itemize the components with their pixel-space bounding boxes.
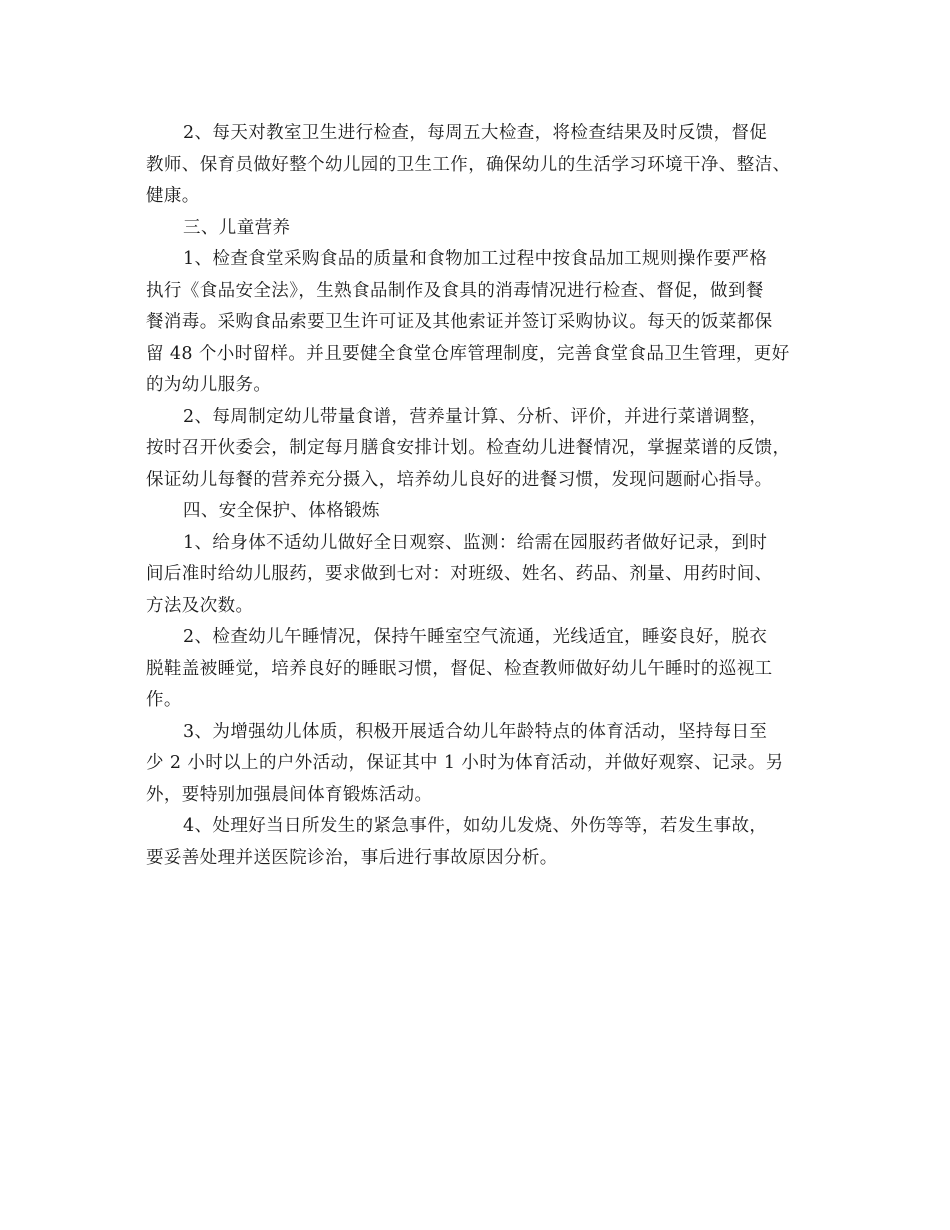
text-line: 外，要特别加强晨间体育锻炼活动。 — [146, 784, 433, 805]
text-line: 间后准时给幼儿服药，要求做到七对：对班级、姓名、药品、剂量、用药时间、 — [146, 564, 773, 584]
section-heading: 四、安全保护、体格锻炼 — [183, 501, 380, 521]
text-line: 健康。 — [146, 186, 200, 206]
paragraph-nap-check — [146, 622, 818, 717]
text-line: 2、检查幼儿午睡情况，保持午睡室空气流通，光线适宜，睡姿良好，脱衣 — [183, 627, 768, 647]
text-line: 2、每天对教室卫生进行检查，每周五大检查，将检查结果及时反馈，督促 — [183, 123, 768, 143]
text-line: 执行《食品安全法》，生熟食品制作及食具的消毒情况进行检查、督促，做到餐 — [146, 280, 764, 301]
text-line: 3、为增强幼儿体质，积极开展适合幼儿年龄特点的体育活动，坚持每日至 — [183, 721, 768, 742]
text-line: 2、每周制定幼儿带量食谱，营养量计算、分析、评价，并进行菜谱调整， — [183, 406, 768, 427]
document-body — [146, 118, 818, 874]
text-line: 保证幼儿每餐的营养充分摄入，培养幼儿良好的进餐习惯，发现问题耐心指导。 — [146, 469, 773, 490]
paragraph-medication — [146, 528, 818, 623]
paragraph-physical-activity — [146, 717, 818, 812]
section-heading-safety — [146, 496, 818, 528]
text-line: 留 48 个小时留样。并且要健全食堂仓库管理制度，完善食堂食品卫生管理，更好 — [146, 343, 790, 364]
text-line: 要妥善处理并送医院诊治，事后进行事故原因分析。 — [146, 847, 558, 868]
section-heading-nutrition — [146, 213, 818, 245]
paragraph-canteen-inspection — [146, 244, 818, 402]
text-line: 教师、保育员做好整个幼儿园的卫生工作，确保幼儿的生活学习环境干净、整洁、 — [146, 154, 791, 175]
text-line: 按时召开伙委会，制定每月膳食安排计划。检查幼儿进餐情况，掌握菜谱的反馈， — [146, 438, 791, 458]
paragraph-classroom-hygiene — [146, 118, 818, 213]
text-line: 的为幼儿服务。 — [146, 375, 272, 395]
paragraph-emergency — [146, 811, 818, 874]
text-line: 方法及次数。 — [146, 595, 254, 616]
text-line: 4、处理好当日所发生的紧急事件，如幼儿发烧、外伤等等，若发生事故， — [183, 816, 768, 836]
text-line: 餐消毒。采购食品索要卫生许可证及其他索证并签订采购协议。每天的饭菜都保 — [146, 312, 773, 332]
text-line: 1、检查食堂采购食品的质量和食物加工过程中按食品加工规则操作要严格 — [183, 249, 768, 269]
text-line: 1、给身体不适幼儿做好全日观察、监测：给需在园服药者做好记录，到时 — [183, 532, 768, 553]
section-heading: 三、儿童营养 — [183, 217, 291, 238]
text-line: 作。 — [146, 690, 182, 710]
paragraph-weekly-menu — [146, 402, 818, 497]
text-line: 少 2 小时以上的户外活动，保证其中 1 小时为体育活动，并做好观察、记录。另 — [146, 753, 784, 773]
text-line: 脱鞋盖被睡觉，培养良好的睡眠习惯，督促、检查教师做好幼儿午睡时的巡视工 — [146, 658, 773, 679]
